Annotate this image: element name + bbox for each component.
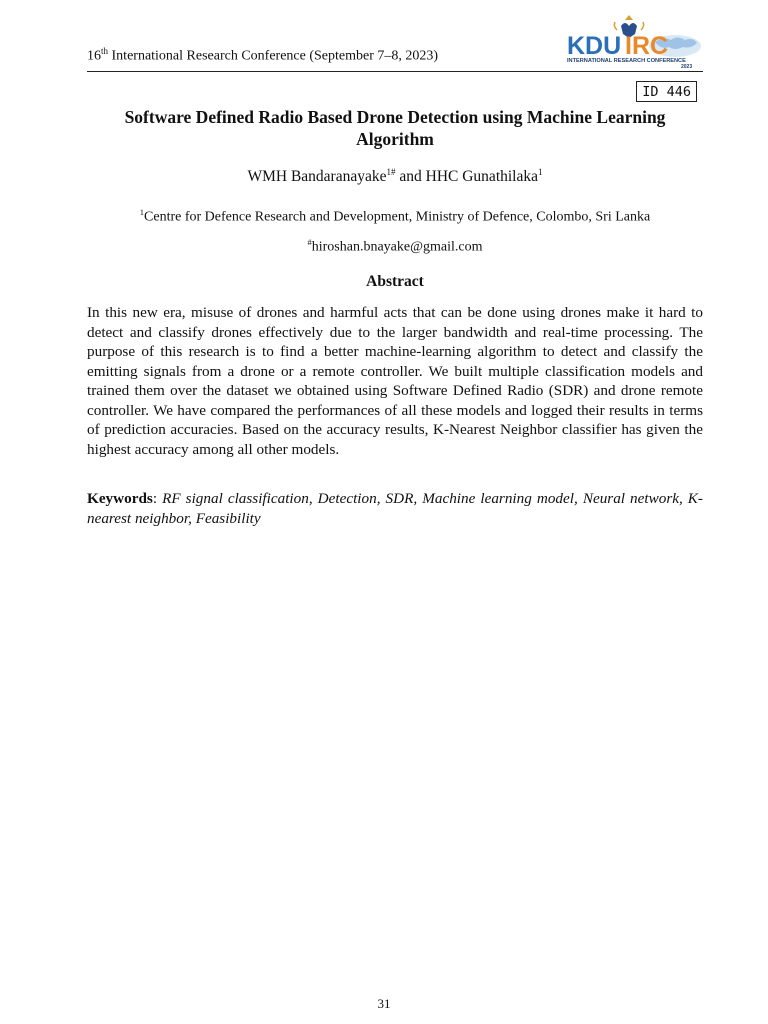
keywords-separator: :: [152, 490, 163, 507]
paper-id-badge: ID 446: [636, 81, 697, 102]
affiliation-mark: 1: [139, 207, 145, 217]
abstract-heading: Abstract: [366, 273, 424, 290]
author-1: WMH Bandaranayake: [247, 168, 387, 186]
author-line: [87, 162, 703, 187]
logo-tagline: INTERNATIONAL RESEARCH CONFERENCE: [567, 58, 686, 64]
author-2: HHC Gunathilaka: [425, 168, 538, 186]
page-number: 31: [377, 996, 391, 1011]
logo-year: 2023: [681, 64, 693, 70]
conference-number-suffix: th: [101, 46, 109, 56]
header-divider: [87, 71, 703, 72]
author-1-affil-mark: 1#: [386, 167, 396, 177]
page-header: [87, 32, 703, 72]
conference-title: [87, 46, 438, 65]
keywords-label: Keywords: [87, 490, 153, 507]
affiliation-text: Centre for Defence Research and Development, Ministry of Defence, Colombo, Sri Lanka: [144, 209, 651, 225]
abstract-body: In this new era, misuse of drones and harmful acts that can be done using drones make it hard to detect and classify drones effectively due to the larger bandwidth and real-time processing. The purpose of this research is to find a better machine-learning algorithm to detect and classify the emitting signals from a drone or a remote controller. We built multiple classification models and trained them over the dataset we obtained using Software Defined Radio (SDR) and drone remote controller. We have compared the performances of all these models and logged their results in terms of prediction accuracies. Based on the accuracy results, K-Nearest Neighbor classifier has given the highest accuracy among all other models.: [87, 304, 703, 458]
conference-number: 16: [87, 48, 101, 64]
logo-accent-text: IRC: [625, 32, 669, 60]
conference-name: International Research Conference (September 7–8, 2023): [108, 48, 439, 64]
kduirc-logo: [563, 10, 703, 70]
author-2-affil-mark: 1: [538, 167, 543, 177]
affiliation: [87, 203, 703, 227]
keywords: [87, 489, 703, 528]
email-mark: #: [307, 237, 312, 247]
author-separator: and: [395, 168, 426, 186]
logo-main-text: KDU: [567, 32, 622, 60]
paper-title: Software Defined Radio Based Drone Detection using Machine Learning Algorithm: [124, 107, 666, 149]
corresponding-email: [87, 233, 703, 257]
email-address: hiroshan.bnayake@gmail.com: [311, 239, 483, 255]
keywords-list: RF signal classification, Detection, SDR, Machine learning model, Neural network, K-nearest neighbor, Feasibility: [87, 490, 703, 527]
